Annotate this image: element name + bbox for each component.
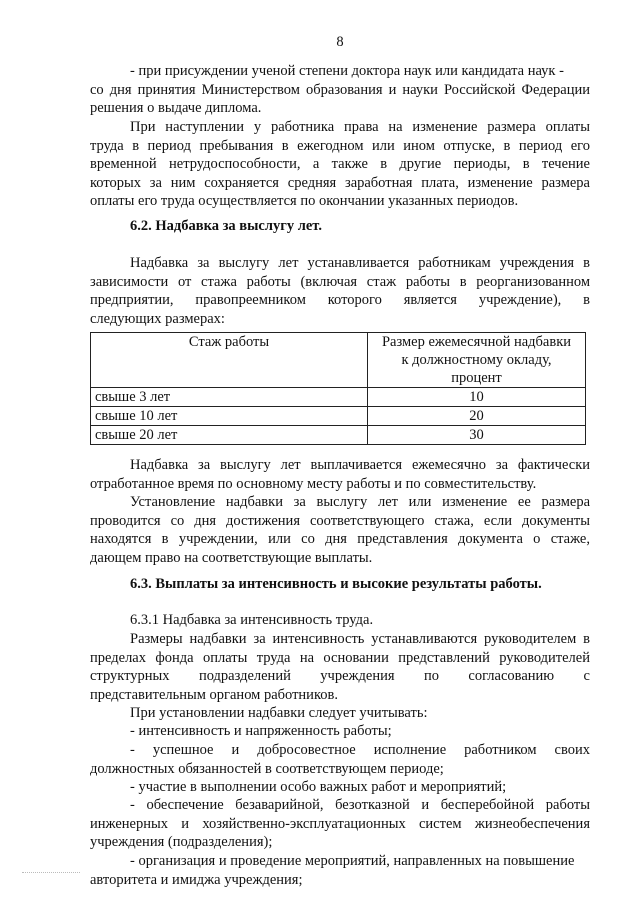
table-row bbox=[91, 388, 586, 407]
document-page bbox=[90, 0, 590, 905]
text-line: пределах фонда оплаты труда на основании представлений руководителей bbox=[90, 649, 590, 666]
text-line: должностных обязанностей в соответствующем периоде; bbox=[90, 760, 444, 777]
text-line: - организация и проведение мероприятий, направленных на повышение bbox=[130, 853, 575, 869]
text-line: структурных подразделений учреждения по согласованию с bbox=[90, 668, 590, 684]
cell-bonus-percent: 30 bbox=[368, 426, 586, 445]
cell-bonus-percent: 20 bbox=[368, 407, 586, 426]
criteria-item-image bbox=[90, 852, 590, 889]
text-line: со дня принятия Министерством образования и науки Российской Федерации bbox=[90, 81, 590, 98]
table-row bbox=[91, 407, 586, 426]
text-line: проводится со дня достижения соответствующего стажа, если документы bbox=[90, 512, 590, 529]
text-line: - при присуждении ученой степени доктора наук или кандидата наук - bbox=[130, 63, 564, 79]
header-text-line: к должностному окладу, bbox=[401, 352, 552, 368]
paragraph-bonus-establishment bbox=[90, 493, 590, 567]
text-line: отработанное время по основному месту работы и по совместительству. bbox=[90, 475, 537, 492]
cell-experience: свыше 3 лет bbox=[91, 388, 368, 407]
text-line: авторитета и имиджа учреждения; bbox=[90, 871, 303, 888]
text-line: инженерных и хозяйственно-эксплуатационных систем жизнеобеспечения bbox=[90, 815, 590, 832]
header-cell-bonus-size bbox=[368, 333, 586, 388]
text-line: зависимости от стажа работы (включая стаж работы в реорганизованном bbox=[90, 273, 590, 290]
footer-divider bbox=[22, 872, 80, 873]
section-heading-6-2: 6.2. Надбавка за выслугу лет. bbox=[130, 218, 322, 234]
text-line: представительным органом работников. bbox=[90, 686, 338, 703]
text-line: временной нетрудоспособности, а также в другие периоды, в течение bbox=[90, 156, 590, 172]
header-text-line: процент bbox=[451, 370, 502, 386]
header-cell-experience: Стаж работы bbox=[91, 333, 368, 388]
header-text-line: Размер ежемесячной надбавки bbox=[381, 334, 571, 350]
text-line: находятся в учреждении, или со дня представления документа о стаже, bbox=[90, 531, 590, 547]
subsection-heading-6-3-1: 6.3.1 Надбавка за интенсивность труда. bbox=[130, 612, 374, 628]
paragraph-criteria-intro: При установлении надбавки следует учитывать: bbox=[130, 705, 428, 721]
paragraph-vacation-period bbox=[90, 118, 590, 211]
criteria-item-systems bbox=[90, 796, 590, 852]
paragraph-seniority-bonus bbox=[90, 254, 590, 328]
cell-bonus-percent: 10 bbox=[368, 388, 586, 407]
text-line: Установление надбавки за выслугу лет или изменение ее размера bbox=[130, 494, 590, 510]
text-line: При наступлении у работника права на изменение размера оплаты bbox=[130, 119, 590, 135]
table-row bbox=[91, 426, 586, 445]
paragraph-monthly-payment bbox=[90, 456, 590, 493]
text-line: следующих размерах: bbox=[90, 310, 225, 327]
text-line: учреждения (подразделения); bbox=[90, 834, 273, 850]
cell-experience: свыше 10 лет bbox=[91, 407, 368, 426]
paragraph-intensity-bonus bbox=[90, 630, 590, 704]
seniority-bonus-table bbox=[90, 332, 586, 445]
criteria-item-important-work: - участие в выполнении особо важных работ и мероприятий; bbox=[130, 779, 507, 795]
criteria-item-intensity: - интенсивность и напряженность работы; bbox=[130, 723, 392, 739]
text-line: решения о выдаче диплома. bbox=[90, 100, 262, 116]
text-line: Надбавка за выслугу лет устанавливается работникам учреждения в bbox=[130, 255, 590, 271]
text-line: Надбавка за выслугу лет выплачивается ежемесячно за фактически bbox=[130, 457, 590, 473]
text-line: дающем право на соответствующие выплаты. bbox=[90, 549, 373, 566]
paragraph-degree-award bbox=[90, 62, 590, 118]
text-line: предприятии, правопреемником которого является учреждение), в bbox=[90, 292, 590, 308]
page-number: 8 bbox=[336, 34, 344, 50]
table-header-row bbox=[91, 333, 586, 388]
text-line: которых за ним сохраняется средняя заработная плата, изменение размера bbox=[90, 174, 590, 191]
text-line: - успешное и добросовестное исполнение работником своих bbox=[130, 742, 590, 758]
text-line: труда в период пребывания в ежегодном или ином отпуске, в период его bbox=[90, 137, 590, 154]
section-heading-6-3: 6.3. Выплаты за интенсивность и высокие результаты работы. bbox=[130, 576, 542, 592]
text-line: - обеспечение безаварийной, безотказной и бесперебойной работы bbox=[130, 797, 590, 813]
text-line: Размеры надбавки за интенсивность устанавливаются руководителем в bbox=[130, 631, 590, 647]
cell-experience: свыше 20 лет bbox=[91, 426, 368, 445]
text-line: оплаты его труда осуществляется по окончании указанных периодов. bbox=[90, 193, 519, 209]
criteria-item-duties bbox=[90, 741, 590, 778]
